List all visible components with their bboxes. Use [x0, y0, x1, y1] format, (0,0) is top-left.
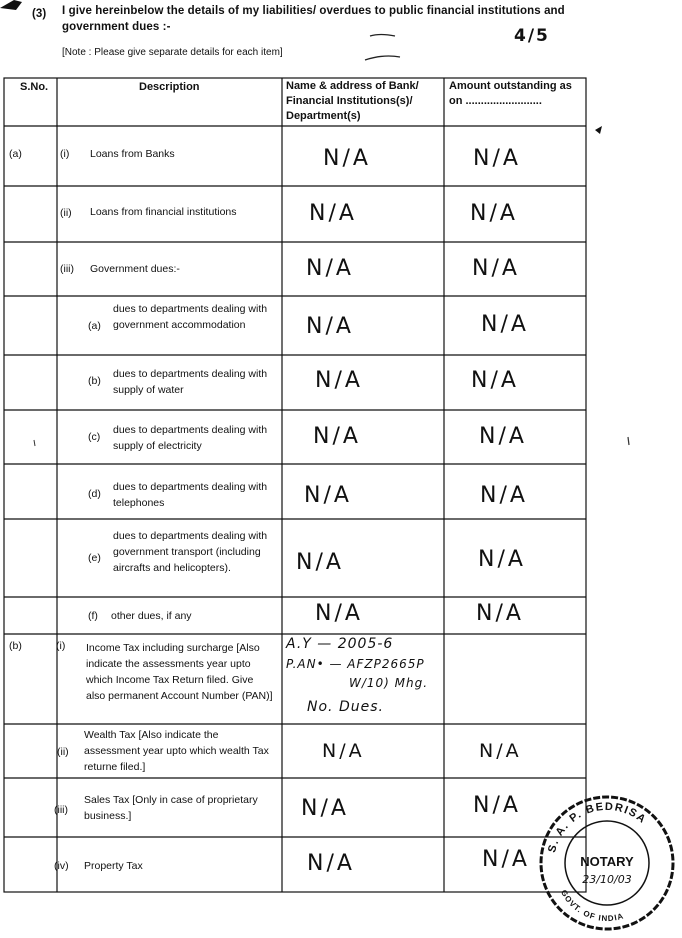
header-sno: S.No. [20, 81, 49, 93]
stamp-bottom-text: GOVT. OF INDIA [558, 888, 626, 924]
row-bank-value: N/A [315, 368, 363, 393]
row-description: Sales Tax [Only in case of proprietary business.] [84, 794, 258, 822]
row-bank-value: N/A [307, 851, 355, 876]
row-amount-value: N/A [473, 793, 521, 818]
income-tax-pan: P.AN• — AFZP2665P [286, 657, 425, 671]
row-description: dues to departments dealing with government accommodation [113, 303, 268, 331]
stamp-top-text: S. A. P. BEDRISA [546, 800, 649, 854]
row-index: (c) [88, 431, 101, 443]
row-description: Loans from Banks [90, 148, 175, 160]
row-index: (d) [88, 488, 101, 500]
row-index: (i) [56, 640, 66, 652]
row-amount-value: N/A [473, 146, 521, 171]
stamp-date: 23/10/03 [582, 873, 632, 886]
row-amount-value: N/A [471, 368, 519, 393]
row-amount-value: N/A [482, 847, 530, 872]
row-bank-value: N/A [306, 314, 354, 339]
row-description: Income Tax including surcharge [Also indicate the assessments year upto which Income Tax Return filed. Give also permanent Account Number (PAN)] [86, 642, 273, 702]
row-bank-value: N/A [304, 483, 352, 508]
header-description: Description [139, 81, 200, 93]
row-bank-value: N/A [322, 740, 365, 762]
row-bank-value: N/A [323, 146, 371, 171]
note-text: [Note : Please give separate details for each item] [62, 47, 283, 58]
row-index: (iv) [54, 860, 69, 872]
row-description: dues to departments dealing with government transport (including aircrafts and helicopters). [113, 530, 268, 574]
row-index: (e) [88, 552, 101, 564]
row-index: (ii) [57, 746, 69, 758]
row-bank-value: N/A [306, 256, 354, 281]
row-amount-value: N/A [479, 424, 527, 449]
row-sno: (a) [9, 148, 22, 160]
page-number: 4/5 [514, 26, 550, 46]
row-description: Property Tax [84, 860, 143, 872]
row-amount-value: N/A [476, 601, 524, 626]
intro-line-1: I give hereinbelow the details of my liabilities/ overdues to public financial institutions and [62, 5, 565, 17]
row-bank-value: N/A [309, 201, 357, 226]
row-index: (iii) [54, 804, 68, 816]
row-amount-value: N/A [480, 483, 528, 508]
row-amount-value: N/A [481, 312, 529, 337]
svg-text:GOVT. OF INDIA [559, 888, 625, 923]
intro-line-2: government dues :- [62, 21, 171, 33]
svg-text:S. A. P. BEDRISA [546, 801, 649, 854]
row-bank-value: N/A [296, 550, 344, 575]
row-index: (b) [88, 375, 101, 387]
stamp-center-title: NOTARY [580, 854, 634, 869]
header-bank: Name & address of Bank/ Financial Institutions(s)/ Department(s) [286, 80, 419, 122]
row-index: (a) [88, 320, 101, 332]
row-amount-value: N/A [478, 547, 526, 572]
row-bank-value: N/A [315, 601, 363, 626]
income-tax-ward: W/10) Mhg. [349, 676, 429, 690]
row-description: dues to departments dealing with supply of electricity [113, 424, 268, 452]
row-description: Loans from financial institutions [90, 206, 237, 218]
row-description: Government dues:- [90, 263, 180, 275]
notary-stamp [532, 788, 682, 938]
row-description: dues to departments dealing with supply of water [113, 368, 268, 396]
row-amount-value: N/A [479, 740, 522, 762]
header-amount: Amount outstanding as on ......................... [449, 80, 572, 107]
row-bank-value: N/A [313, 424, 361, 449]
row-sno: (b) [9, 640, 22, 652]
row-index: (ii) [60, 207, 72, 219]
row-description: Wealth Tax [Also indicate the assessment year upto which wealth Tax returne filed.] [84, 729, 269, 773]
row-amount-value: N/A [470, 201, 518, 226]
row-amount-value: N/A [472, 256, 520, 281]
section-number: (3) [32, 8, 47, 20]
row-index: (i) [60, 148, 70, 160]
row-index: (iii) [60, 263, 74, 275]
row-description: dues to departments dealing with telephones [113, 481, 268, 509]
income-tax-ay: A.Y — 2005-6 [286, 636, 394, 652]
row-description: other dues, if any [111, 610, 192, 622]
income-tax-status: No. Dues. [307, 699, 384, 715]
row-index: (f) [88, 610, 98, 622]
row-bank-value: N/A [301, 796, 349, 821]
